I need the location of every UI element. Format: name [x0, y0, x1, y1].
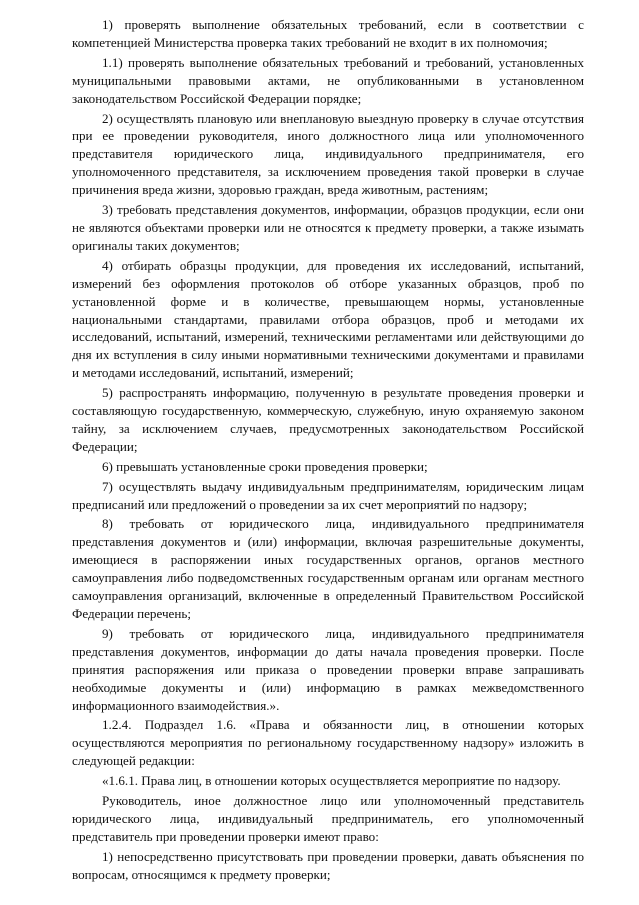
paragraph-4: 4) отбирать образцы продукции, для проведения их исследований, испытаний, измерений без оформления протоколов об отборе указанных образцов, проб по установленной форме и в количестве, превышающем нормы, установленные национальными стандартами, правилами отбора образцов, проб и методами их исследований, испытаний, измерений, техническими регламентами или действующими до дня их вступления в силу иными нормативными техническими документами и правилами и методами исследований, испытаний, измерений; — [72, 257, 584, 381]
paragraph-6: 6) превышать установленные сроки проведения проверки; — [102, 458, 428, 474]
paragraph-1: 1) проверять выполнение обязательных требований, если в соответствии с компетенцией Министерства проверка таких требований не входит в их полномочия; — [72, 17, 584, 50]
paragraph-9: 9) требовать от юридического лица, индивидуального предпринимателя представления документов, информации до даты начала проведения проверки. После принятия распоряжения или приказа о проведении проверки вправе запрашивать необходимые документы и (или) информацию в рамках межведомственного информационного взаимодействия.». — [72, 625, 584, 713]
document-page — [72, 14, 584, 884]
paragraph-rights-intro: Руководитель, иное должностное лицо или уполномоченный представитель юридического лица, индивидуальный предприниматель, его уполномоченный представитель при проведении проверки имеют право: — [72, 793, 584, 844]
paragraph-1-1: 1.1) проверять выполнение обязательных требований и требований, установленных муниципальными правовыми актами, не опубликованными в установленном законодательством Российской Федерации порядке; — [72, 54, 584, 106]
paragraph-1-2-4: 1.2.4. Подраздел 1.6. «Права и обязанности лиц, в отношении которых осуществляются мероприятия по региональному государственному надзору» изложить в следующей редакции: — [72, 717, 584, 769]
paragraph-1-6-1: «1.6.1. Права лиц, в отношении которых осуществляется мероприятие по надзору. — [102, 773, 561, 789]
paragraph-right-1: 1) непосредственно присутствовать при проведении проверки, давать объяснения по вопросам, относящимся к предмету проверки; — [72, 848, 584, 882]
paragraph-3: 3) требовать представления документов, информации, образцов продукции, если они не являются объектами проверки или не относятся к предмету проверки, а также изымать оригиналы таких документов; — [72, 202, 584, 253]
paragraph-5: 5) распространять информацию, полученную в результате проведения проверки и составляющую государственную, коммерческую, служебную, иную охраняемую законом тайну, за исключением случаев, предусмотренных законодательством Российской Федерации; — [72, 385, 584, 454]
paragraph-7: 7) осуществлять выдачу индивидуальным предпринимателям, юридическим лицам предписаний или предложений о проведении за их счет мероприятий по надзору; — [72, 478, 584, 512]
paragraph-8: 8) требовать от юридического лица, индивидуального предпринимателя представления документов и (или) информации, включая разрешительные документы, имеющиеся в распоряжении иных государственных органов, органов местного самоуправления либо подведомственных государственным органам или органам местного самоуправления организаций, включенные в определенный Правительством Российской Федерации перечень; — [72, 516, 584, 621]
paragraph-2: 2) осуществлять плановую или внеплановую выездную проверку в случае отсутствия при ее проведении руководителя, иного должностного лица или уполномоченного представителя юридического лица, индивидуального предпринимателя, его уполномоченного представителя, за исключением проведения такой проверки в случае причинения вреда жизни, здоровью граждан, вреда животным, растениям; — [72, 110, 584, 198]
